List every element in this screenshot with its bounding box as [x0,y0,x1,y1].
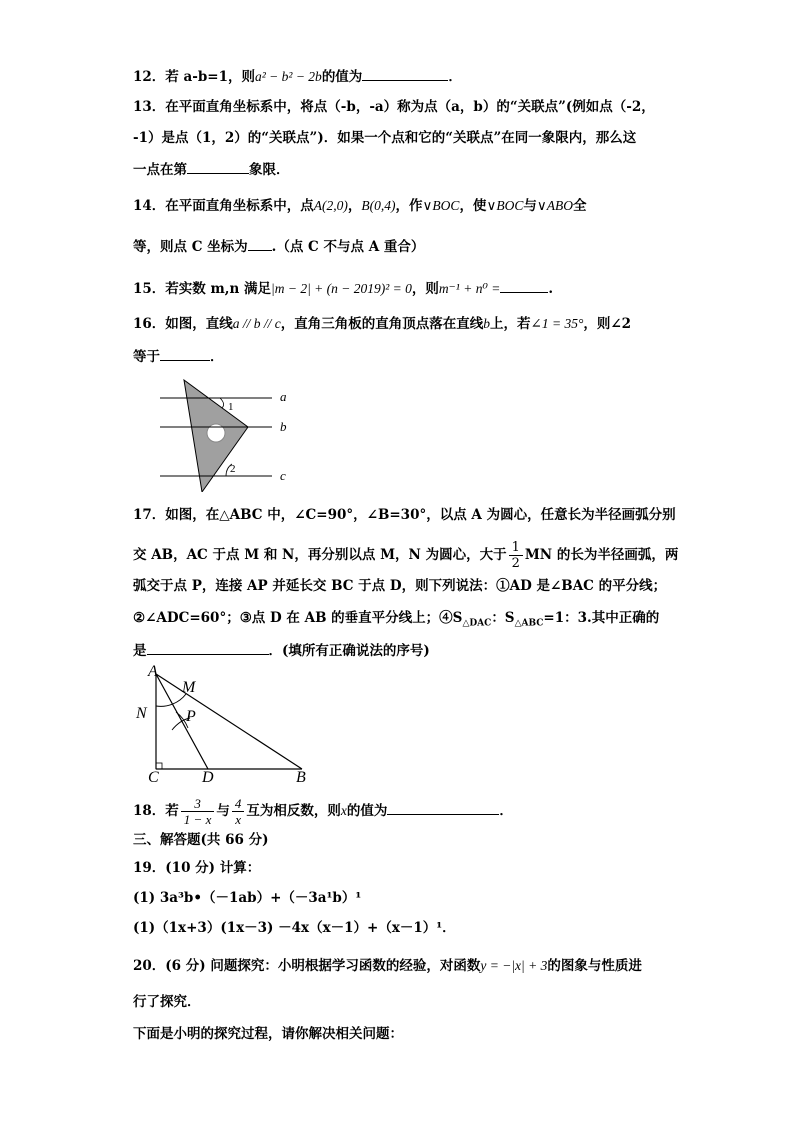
label-a: a [280,389,287,404]
question-14-line-2: 等，则点 C 坐标为 .（点 C 不与点 A 重合） [133,236,424,257]
question-17-line-5: 是 ．(填所有正确说法的序号) [133,640,430,661]
question-20-line-3: 下面是小明的探究过程，请你解决相关问题： [133,1026,403,1042]
question-19-part-2: (1)（1x+3）(1x－3) －4x（x－1）+（x－1）¹． [133,920,456,936]
answer-blank[interactable] [187,159,249,174]
answer-blank[interactable] [248,236,272,251]
label-N: N [136,705,147,722]
question-12: 12．若 a-b=1，则a² − b² − 2b的值为 ． [133,66,462,87]
question-13-line-2: -1）是点（1，2）的“关联点”)．如果一个点和它的“关联点”在同一象限内，那么这 [133,130,637,146]
question-20-line-1: 20．(6 分) 问题探究：小明根据学习函数的经验，对函数y = −|x| + 3的图象与性质进 [133,958,642,974]
question-13-line-3: 一点在第 象限． [133,159,290,180]
answer-blank[interactable] [500,278,548,293]
figure-16-parallel-lines [160,376,300,492]
fraction-3-over-1-minus-x: $\frac{3}{1 - x}$ [181,796,215,827]
math-expression: a² − b² − 2b [254,69,322,84]
question-16-line-2: 等于 ． [133,346,224,367]
label-b: b [280,419,287,434]
question-13-line-1: 13．在平面直角坐标系中，将点（-b，-a）称为点（a，b）的“关联点”(例如点（-2， [133,99,655,115]
fraction-4-over-x: $\frac{4}{x}$ [232,796,245,827]
label-c: c [280,468,286,483]
section-heading: 三、解答题(共 66 分) [133,832,269,848]
answer-blank[interactable] [387,800,499,815]
label-M: M [182,679,196,696]
label-B: B [296,769,306,786]
figure-17-triangle [130,664,320,786]
answer-blank[interactable] [160,346,210,361]
question-17-line-4: ②∠ADC=60°；③点 D 在 AB 的垂直平分线上；$④S_{\triangle DAC}$：$S_{\triangle ABC}=1$：3.其中正确的 [133,610,660,629]
question-17-line-2: 交 AB，AC 于点 M 和 N，再分别以点 M，N 为圆心，大于 $\frac{1}{2}$ MN 的长为半径画弧，两 [133,540,679,571]
question-17-line-3: 弧交于点 P，连接 AP 并延长交 BC 于点 D，则下列说法：①AD 是∠BAC 的平分线； [133,578,667,594]
question-17-line-1: 17．如图，在△ABC 中，∠C=90°，∠B=30°，以点 A 为圆心，任意长为半径画弧分别 [133,507,676,523]
question-15: 15．若实数 m,n 满足|m − 2| + (n − 2019)² = 0，则m⁻¹ + n⁰ = . [133,278,553,299]
question-18: 18．若 $\frac{3}{1 - x}$ 与 $\frac{4}{x}$ 互为相反数，则x的值为 ． [133,796,513,827]
label-P: P [186,708,196,725]
question-19-part-1: (1) 3a³b•（－1ab）+（－3a¹b）¹ [133,890,362,906]
question-20-line-2: 行了探究． [133,994,201,1010]
side-AB [156,674,302,769]
label-C: C [148,769,159,786]
label-A: A [148,664,158,680]
fraction-one-half: $\frac{1}{2}$ [509,540,523,571]
label-1: 1 [228,401,234,413]
answer-blank[interactable] [362,66,448,81]
label-D: D [202,769,214,786]
question-14-line-1: 14．在平面直角坐标系中，点A(2,0)，B(0,4)，作∨BOC，使∨BOC与∨ABO全 [133,198,587,214]
answer-blank[interactable] [147,640,269,655]
question-16-line-1: 16．如图，直线a // b // c，直角三角板的直角顶点落在直线b上，若∠1 = 35°，则∠2 [133,316,632,332]
question-19-title: 19．(10 分) 计算： [133,860,261,876]
label-2: 2 [230,463,236,475]
